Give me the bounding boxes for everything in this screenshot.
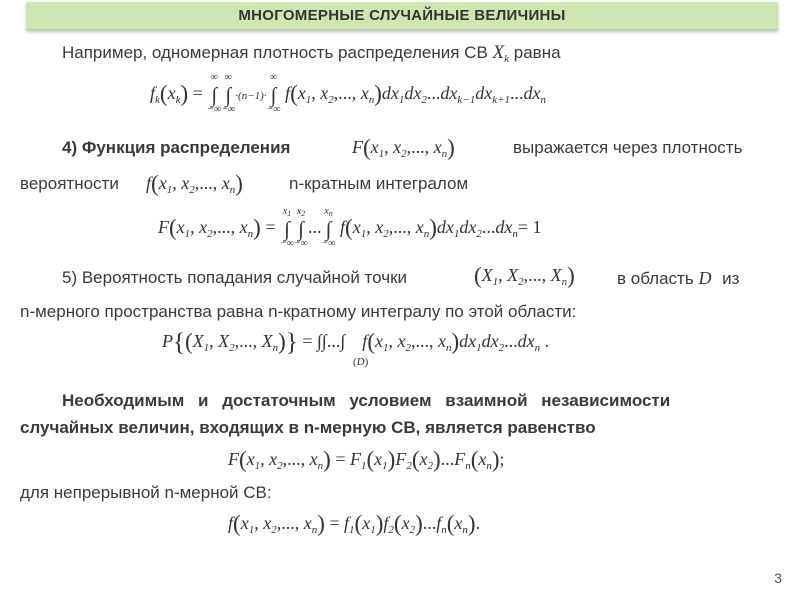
item4-line2-end: n-кратным интегралом [289,174,469,193]
formula-independence-F: $F(x_1$, $x_2$,..., $x_n) = F_1(x_1)F_2(x_2)...F_n(x_n)$; [228,447,505,472]
item4-mid: выражается через плотность [513,138,743,157]
formula-distribution-function: $F(x_1$, $x_2$,..., $x_n$) = $x_1$ ∫ −∞ $x_2$ ∫ −∞ ... $x_n$ ∫ −∞ $f(x_1$, $x_2$,..., $x_n)dx_1dx_2...dx_n= 1$ [158,206,542,249]
indep-line-1: Необходимым и достаточным условием взаимной независимости [62,391,671,410]
item5-mid [617,268,739,289]
page-number: 3 [774,570,782,586]
formula-f-args: $f(x_1$, $x_2$,..., $x_n$) [146,171,243,196]
item5-line-1 [62,268,407,288]
var-k: k [504,53,510,65]
var-x: X [492,42,505,63]
item4-line-1 [62,138,290,158]
item5-line-2: n-мерного пространства равна n-кратному интегралу по этой области: [20,302,577,321]
indep-line-2: случайных величин, входящих в n-мерную СВ, является равенство [20,418,596,437]
title-bar [26,2,778,30]
var-x-k [493,42,510,63]
page-title: МНОГОМЕРНЫЕ СЛУЧАЙНЫЕ ВЕЛИЧИНЫ [238,7,566,24]
region-D: D [698,268,712,288]
text-line-1 [62,42,561,65]
item4-line2-start: вероятности [20,174,119,193]
item5-end: из [722,269,740,288]
continuous-line: для непрерывной n-мерной СВ: [20,483,272,502]
item4-label: 4) Функция распределения [62,138,291,157]
line1-end: равна [513,43,561,62]
formula-region-label: (D) [353,356,369,368]
item5-label: 5) Вероятность попадания случайной точки [62,268,408,287]
formula-probability-region: $P\{(X_1$, $X_2$,..., $X_n$)} = ∫∫...∫ $f(x_1$, $x_2$,..., $x_n)dx_1dx_2...dx_n$ . [162,329,550,356]
formula-X-point: ($X_1$, $X_2$,..., $X_n$) [474,263,575,288]
formula-marginal-density: $f_k(x_k)$ = ∞ ∫ −∞ ∞ ∫ −∞ ·(n−1)· ∞ ∫ −∞ $f(x_1$, $x_2$,..., $x_n)dx_1dx_2...dx_{k-1}dx_{k+1}...dx_n$ [150,72,547,115]
formula-independence-f: $f(x_1$, $x_2$,..., $x_n) = f_1(x_1)f_2(x_2)...f_n(x_n)$. [228,511,481,536]
formula-F-args: $F(x_1$, $x_2$,..., $x_n$) [352,135,455,160]
item5-mid-text: в область [617,269,694,288]
line1-text: Например, одномерная плотность распределения СВ [62,43,488,62]
